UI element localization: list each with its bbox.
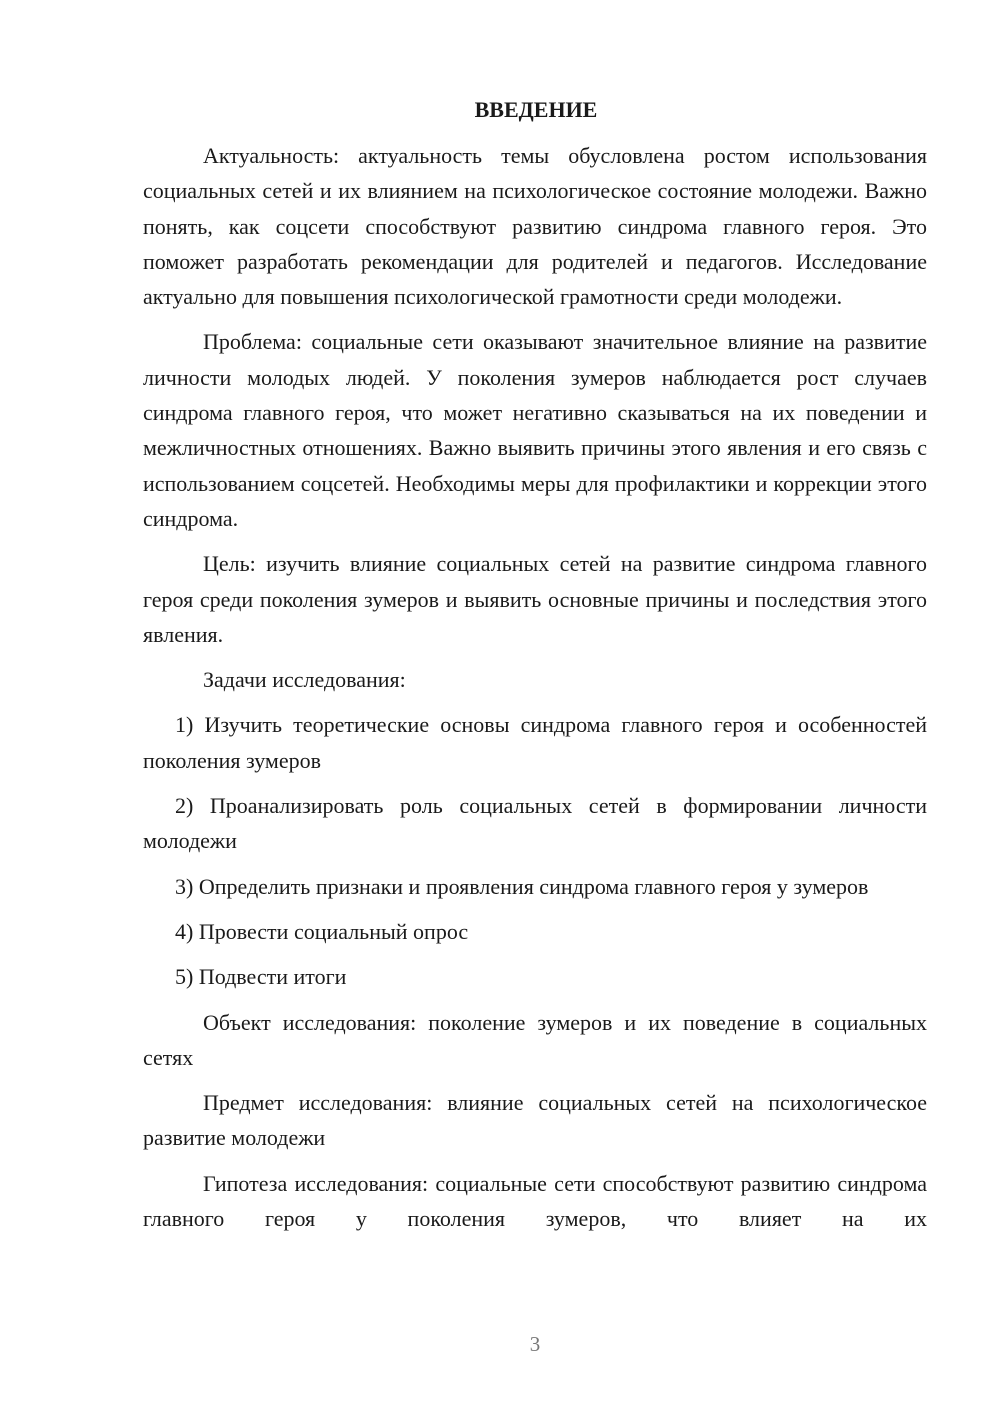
task-item-3: 3) Определить признаки и проявления синдрома главного героя у зумеров: [175, 873, 869, 899]
problem-paragraph: Проблема: социальные сети оказывают значительное влияние на развитие личности молодых людей. У поколения зумеров наблюдается рост случаев синдрома главного героя, что может негативно сказываться на их поведении и межличностных отношениях. Важно выявить причины этого явления и его связь с использованием соцсетей. Необходимы меры для профилактики и коррекции этого синдрома.: [143, 329, 927, 531]
section-title: ВВЕДЕНИЕ: [474, 97, 598, 122]
task-item-2: 2) Проанализировать роль социальных сетей в формировании личности молодежи: [143, 793, 927, 854]
relevance-paragraph: Актуальность: актуальность темы обусловлена ростом использования социальных сетей и их влиянием на психологическое состояние молодежи. Важно понять, как соцсети способствуют развитию синдрома главного героя. Это поможет разработать рекомендации для родителей и педагогов. Исследование актуально для повышения психологической грамотности среди молодежи.: [143, 143, 927, 310]
hypothesis-paragraph: Гипотеза исследования: социальные сети способствуют развитию синдрома главного героя у поколения зумеров, что влияет на их: [143, 1170, 927, 1232]
tasks-heading: Задачи исследования:: [203, 667, 406, 693]
object-paragraph: Объект исследования: поколение зумеров и их поведение в социальных сетях: [143, 1009, 927, 1070]
task-item-4: 4) Провести социальный опрос: [175, 918, 469, 944]
page-number: 3: [529, 1332, 541, 1356]
subject-paragraph: Предмет исследования: влияние социальных сетей на психологическое развитие молодежи: [143, 1090, 927, 1151]
goal-paragraph: Цель: изучить влияние социальных сетей на развитие синдрома главного героя среди поколения зумеров и выявить основные причины и последствия этого явления.: [143, 551, 927, 647]
page-body: [143, 92, 927, 1246]
task-item-1: 1) Изучить теоретические основы синдрома главного героя и особенностей поколения зумеров: [143, 712, 927, 773]
task-item-5: 5) Подвести итоги: [175, 964, 347, 990]
